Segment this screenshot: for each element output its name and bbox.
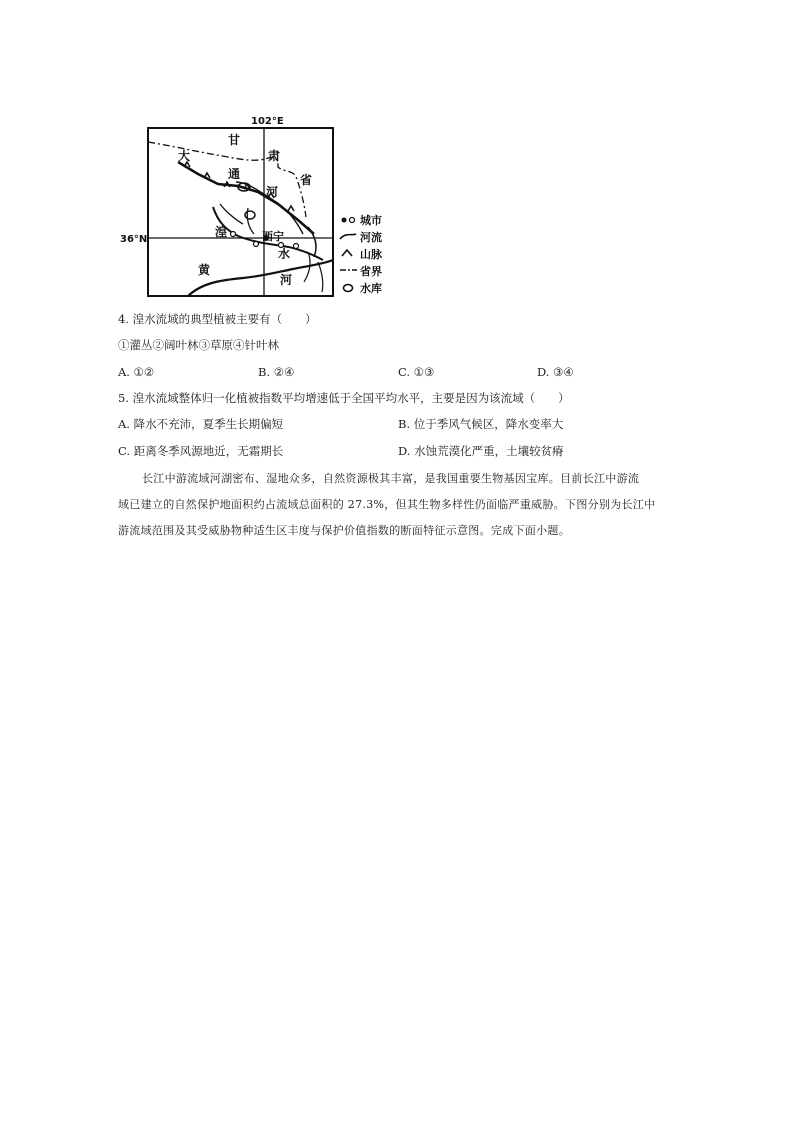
legend-river-symbol — [340, 234, 356, 239]
legend-mountain-label: 山脉 — [360, 248, 382, 261]
label-da: 大 — [178, 149, 191, 163]
passage-line-2: 域已建立的自然保护地面积约占流域总面积的 27.3%，但其生物多样性仍面临严重威胁。下图分别为长江中 — [118, 498, 656, 511]
label-he-lower: 河 — [280, 273, 293, 287]
legend-city-circle — [350, 218, 355, 223]
label-shui: 水 — [278, 247, 291, 261]
label-huang-river: 黄 — [198, 263, 211, 277]
question-4-option-a[interactable]: A. ①② — [118, 365, 155, 379]
question-4-option-b[interactable]: B. ②④ — [258, 365, 295, 379]
legend-city-dot — [342, 218, 347, 223]
label-su: 肃 — [268, 149, 281, 163]
question-5-option-d[interactable]: D. 水蚀荒漠化严重，土壤较贫瘠 — [398, 444, 564, 458]
city-marker-4 — [294, 244, 299, 249]
city-marker-2 — [254, 242, 259, 247]
legend-mountain-symbol — [342, 250, 352, 256]
label-xining: 西宁 — [262, 230, 284, 243]
label-tong: 通 — [228, 167, 241, 181]
legend-reservoir-symbol — [344, 285, 353, 292]
label-gan: 甘 — [228, 133, 241, 147]
label-he-upper: 河 — [266, 185, 279, 199]
label-sheng: 省 — [300, 173, 313, 187]
question-4-stem: 4. 湟水流域的典型植被主要有（ ） — [118, 312, 317, 326]
latitude-label: 36°N — [120, 234, 148, 245]
huangshui-basin-map — [118, 112, 398, 302]
legend-boundary-label: 省界 — [360, 265, 382, 278]
longitude-label: 102°E — [251, 116, 284, 127]
legend-river-label: 河流 — [360, 231, 382, 244]
label-huang: 湟 — [215, 225, 228, 239]
passage-line-1: 长江中游流域河湖密布、湿地众多，自然资源极其丰富，是我国重要生物基因宝库。目前长江中游流 — [142, 472, 640, 485]
question-5-stem: 5. 湟水流域整体归一化植被指数平均增速低于全国平均水平，主要是因为该流域（ ） — [118, 391, 570, 405]
reading-passage — [118, 466, 678, 544]
question-5-option-a[interactable]: A. 降水不充沛，夏季生长期偏短 — [118, 417, 284, 431]
map-legend — [340, 213, 383, 295]
legend-city-label: 城市 — [360, 214, 382, 227]
passage-line-3: 游流域范围及其受威胁物种适生区丰度与保护价值指数的断面特征示意图。完成下面小题。 — [118, 524, 570, 537]
question-4-option-d[interactable]: D. ③④ — [537, 365, 574, 379]
city-marker-1 — [231, 232, 236, 237]
question-4-option-c[interactable]: C. ①③ — [398, 365, 435, 379]
question-4-items: ①灌丛②阔叶林③草原④针叶林 — [118, 338, 279, 352]
legend-reservoir-label: 水库 — [360, 282, 382, 295]
question-5-option-c[interactable]: C. 距离冬季风源地近，无霜期长 — [118, 444, 284, 458]
question-5-option-b[interactable]: B. 位于季风气候区，降水变率大 — [398, 417, 564, 431]
map-figure — [118, 112, 398, 302]
